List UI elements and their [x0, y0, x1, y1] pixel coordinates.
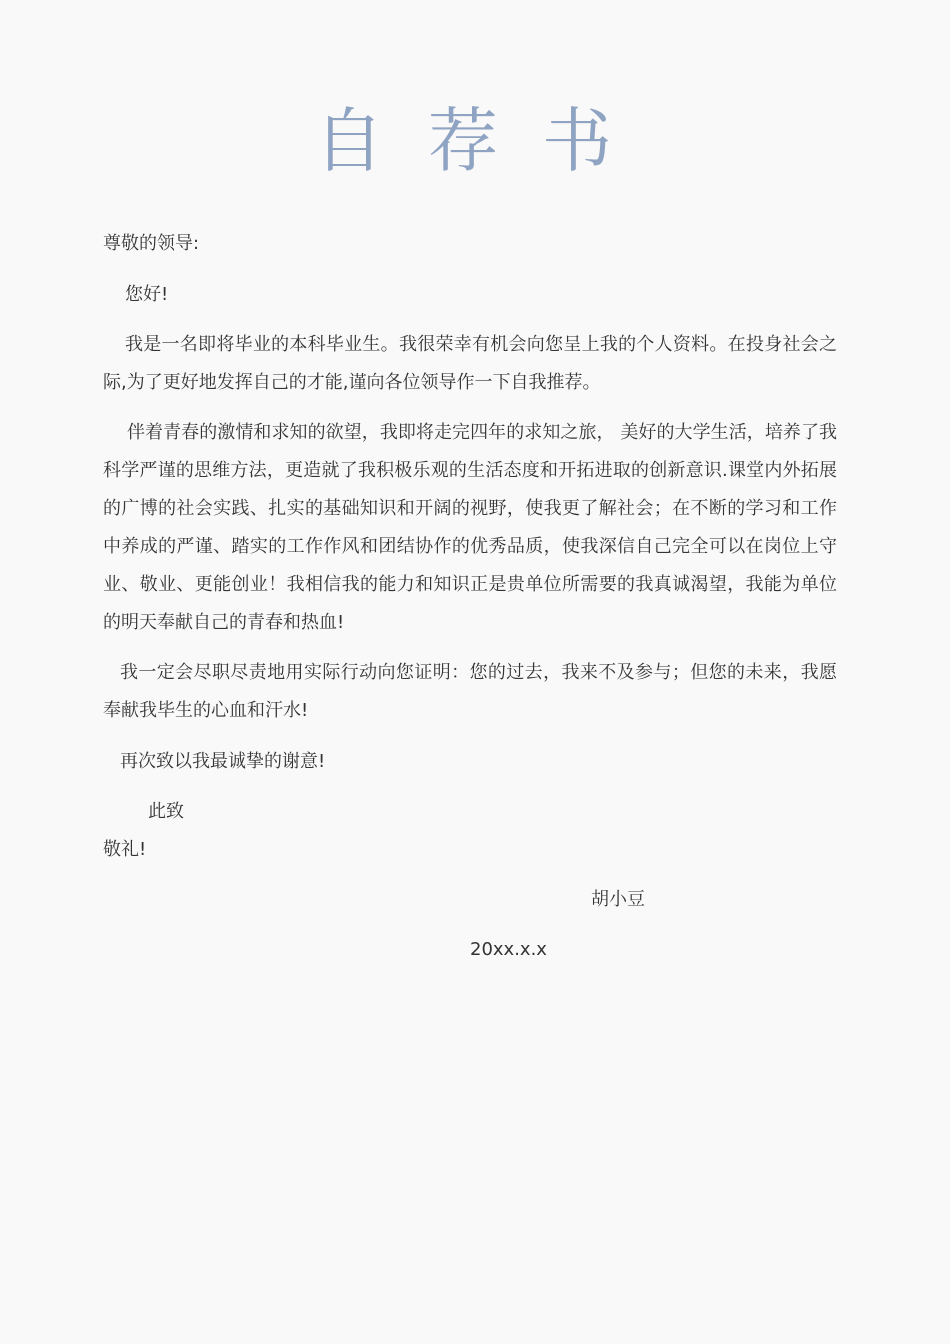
thanks-line: 再次致以我最诚挚的谢意!: [120, 751, 326, 772]
document-title: 自荐书: [314, 100, 656, 182]
greeting: 您好!: [125, 284, 169, 305]
paragraph-promise: 我一定会尽职尽责地用实际行动向您证明：您的过去，我来不及参与；但您的未来，我愿奉献我毕生的心血和汗水!: [103, 662, 837, 721]
closing-cizhi: 此致: [148, 801, 184, 822]
salutation: 尊敬的领导:: [103, 233, 200, 254]
paragraph-intro: 我是一名即将毕业的本科毕业生。我很荣幸有机会向您呈上我的个人资料。在投身社会之际,为了更好地发挥自己的才能,谨向各位领导作一下自我推荐。: [103, 334, 837, 393]
paragraph-body: 伴着青春的激情和求知的欲望，我即将走完四年的求知之旅， 美好的大学生活，培养了我科学严谨的思维方法，更造就了我积极乐观的生活态度和开拓进取的创新意识.课堂内外拓展的广博的社会实践、扎实的基础知识和开阔的视野，使我更了解社会；在不断的学习和工作中养成的严谨、踏实的工作作风和团结协作的优秀品质，使我深信自己完全可以在岗位上守业、敬业、更能创业！我相信我的能力和知识正是贵单位所需要的我真诚渴望，我能为单位的明天奉献自己的青春和热血!: [103, 422, 837, 633]
signature: 胡小豆: [591, 889, 645, 910]
date: 20xx.x.x: [470, 939, 547, 960]
closing-jingli: 敬礼!: [103, 839, 147, 860]
